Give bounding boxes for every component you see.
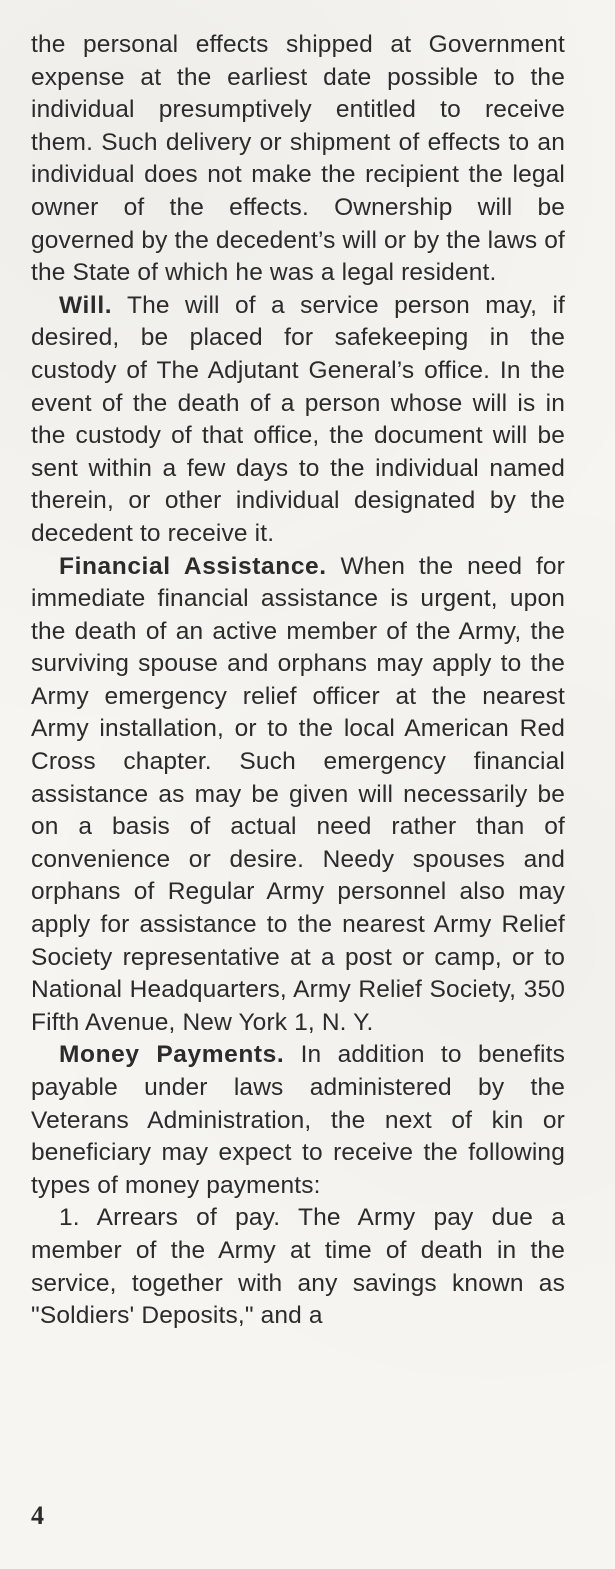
paragraph-arrears-of-pay: [31, 1202, 565, 1332]
section-heading: Will.: [59, 291, 113, 319]
paragraph-financial-assistance: [31, 551, 565, 1040]
paragraph-will: [31, 290, 565, 551]
body-text: [31, 29, 565, 1333]
section-heading: Financial Assistance.: [59, 552, 327, 580]
section-heading: Money Payments.: [59, 1041, 285, 1069]
paragraph-text: In addition to benefits payable under laws administered by the Veterans Administration, the next of kin or beneficiary may expect to receive the following types of money payments:: [31, 1041, 565, 1199]
paragraph-text: the personal effects shipped at Government expense at the earliest date possible to the individual presumptively entitled to receive them. Such delivery or shipment of effects to an individual does not make the recipient the legal owner of the effects. Ownership will be governed by the decedent’s will or by the laws of the State of which he was a legal resident.: [31, 31, 565, 287]
paragraph-text: The will of a service person may, if desired, be placed for safekeeping in the custody of The Adjutant General’s office. In the event of the death of a person whose will is in the custody of that office, the document will be sent within a few days to the individual named therein, or other individual designated by the decedent to receive it.: [31, 291, 565, 547]
paragraph-money-payments: [31, 1039, 565, 1202]
paragraph-text: 1. Arrears of pay. The Army pay due a member of the Army at time of death in the service, together with any savings known as "Soldiers' Deposits," and a: [31, 1204, 565, 1330]
paragraph-text: When the need for immediate financial assistance is urgent, upon the death of an active member of the Army, the surviving spouse and orphans may apply to the Army emergency relief officer at the nearest Army installation, or to the local American Red Cross chapter. Such emergency financial assistance as may be given will necessarily be on a basis of actual need rather than of convenience or desire. Needy spouses and orphans of Regular Army personnel also may apply for assistance to the nearest Army Relief Society representative at a post or camp, or to National Headquarters, Army Relief Society, 350 Fifth Avenue, New York 1, N. Y.: [31, 552, 565, 1036]
page-number: 4: [31, 1501, 44, 1530]
paragraph-continued: [31, 29, 565, 290]
